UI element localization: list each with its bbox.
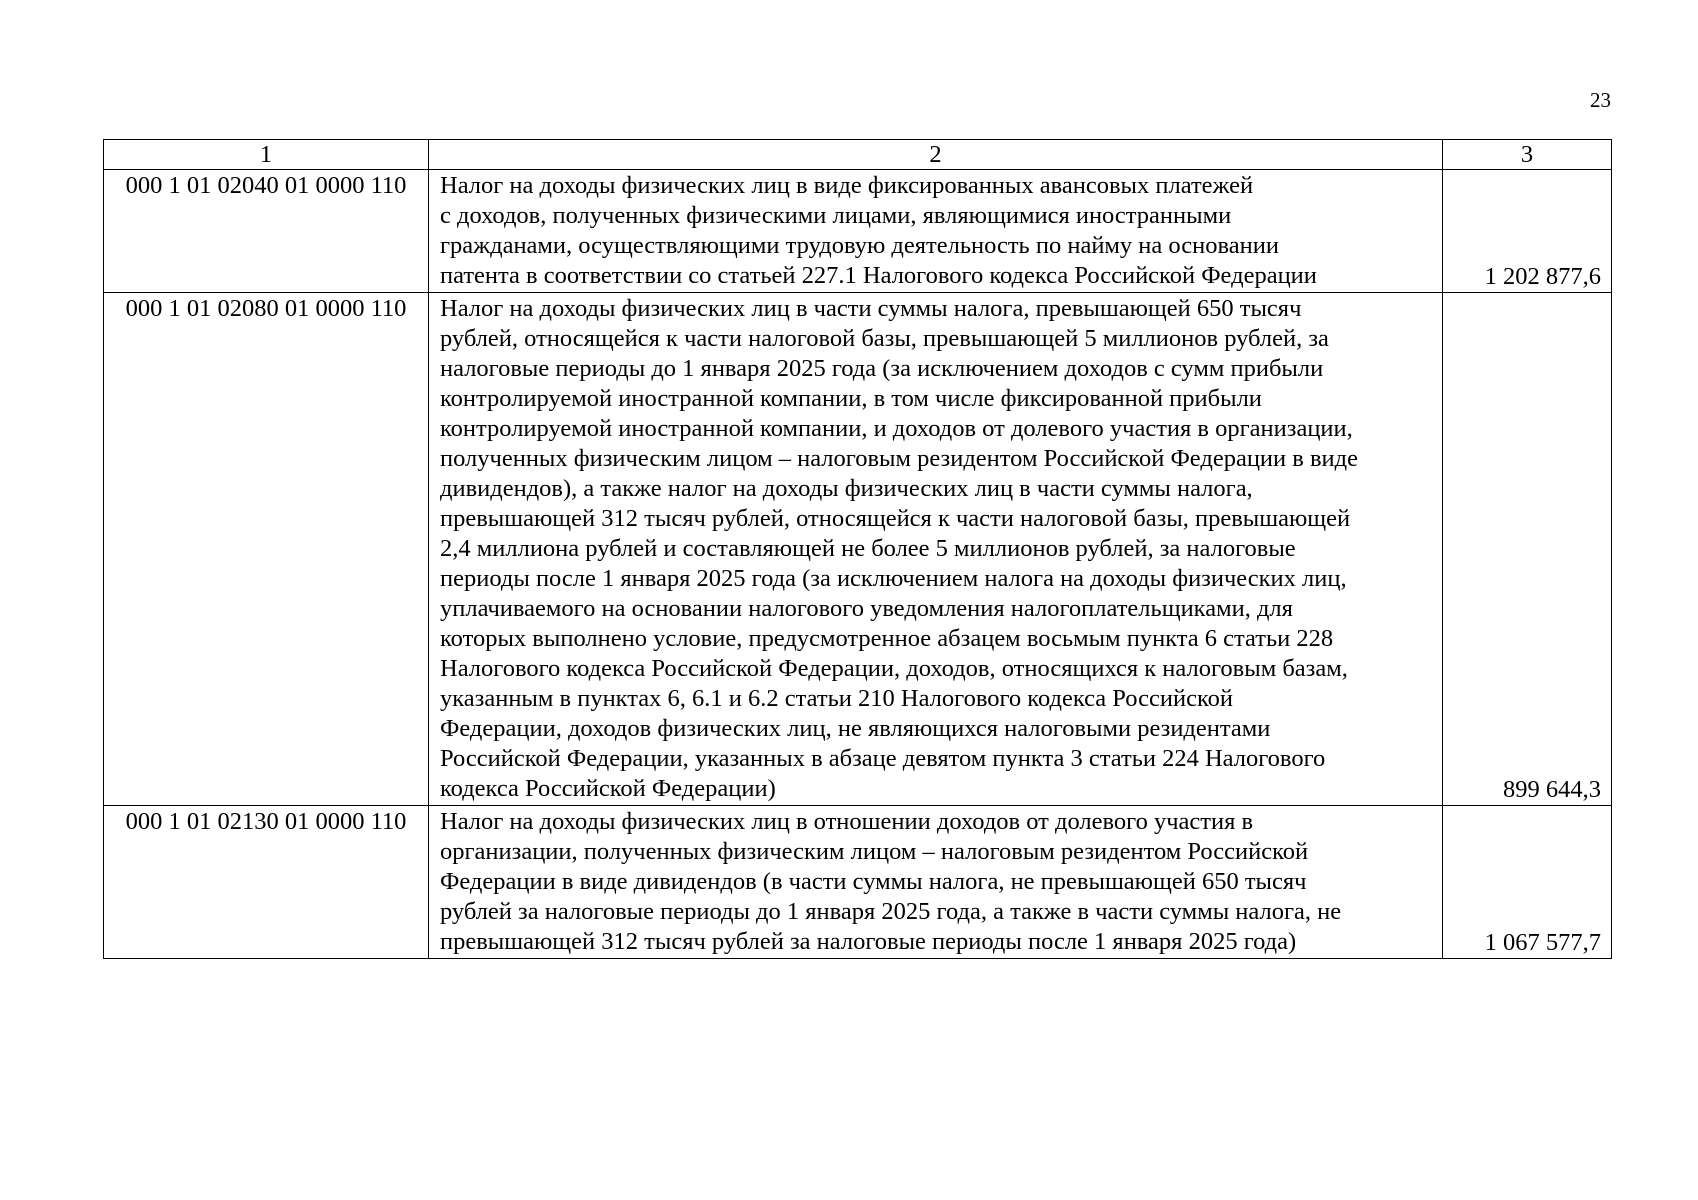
table-header: [104, 140, 1612, 170]
revenue-amount: 1 202 877,6: [1443, 170, 1612, 293]
budget-table: [103, 139, 1612, 959]
revenue-amount: 899 644,3: [1443, 293, 1612, 806]
table-row: [104, 806, 1612, 959]
revenue-name: Налог на доходы физических лиц в части суммы налога, превышающей 650 тысяч рублей, относящейся к части налоговой базы, превышающей 5 миллионов рублей, за налоговые периоды до 1 января 2025 года (за исключением доходов с сумм прибыли контролируемой иностранной компании, в том числе фиксированной прибыли контролируемой иностранной компании, и доходов от долевого участия в организации, полученных физическим лицом – налоговым резидентом Российской Федерации в виде дивидендов), а также налог на доходы физических лиц в части суммы налога, превышающей 312 тысяч рублей, относящейся к части налоговой базы, превышающей 2,4 миллиона рублей и составляющей не более 5 миллионов рублей, за налоговые периоды после 1 января 2025 года (за исключением налога на доходы физических лиц, уплачиваемого на основании налогового уведомления налогоплательщиками, для которых выполнено условие, предусмотренное абзацем восьмым пункта 6 статьи 228 Налогового кодекса Российской Федерации, доходов, относящихся к налоговым базам, указанным в пунктах 6, 6.1 и 6.2 статьи 210 Налогового кодекса Российской Федерации, доходов физических лиц, не являющихся налоговыми резидентами Российской Федерации, указанных в абзаце девятом пункта 3 статьи 224 Налогового кодекса Российской Федерации): [429, 293, 1443, 806]
table-row: [104, 170, 1612, 293]
table-row: [104, 293, 1612, 806]
revenue-name: Налог на доходы физических лиц в виде фиксированных авансовых платежей с доходов, полученных физическими лицами, являющимися иностранными гражданами, осуществляющими трудовую деятельность по найму на основании патента в соответствии со статьей 227.1 Налогового кодекса Российской Федерации: [429, 170, 1443, 293]
revenue-name: Налог на доходы физических лиц в отношении доходов от долевого участия в организации, полученных физическим лицом – налоговым резидентом Российской Федерации в виде дивидендов (в части суммы налога, не превышающей 650 тысяч рублей за налоговые периоды до 1 января 2025 года, а также в части суммы налога, не превышающей 312 тысяч рублей за налоговые периоды после 1 января 2025 года): [429, 806, 1443, 959]
revenue-code: 000 1 01 02040 01 0000 110: [104, 170, 429, 293]
revenue-code: 000 1 01 02130 01 0000 110: [104, 806, 429, 959]
page-number: 23: [1590, 88, 1611, 112]
revenue-code: 000 1 01 02080 01 0000 110: [104, 293, 429, 806]
header-col-1: 1: [104, 140, 429, 170]
table-body: [104, 170, 1612, 959]
header-row: [104, 140, 1612, 170]
header-col-2: 2: [429, 140, 1443, 170]
revenue-amount: 1 067 577,7: [1443, 806, 1612, 959]
header-col-3: 3: [1443, 140, 1612, 170]
